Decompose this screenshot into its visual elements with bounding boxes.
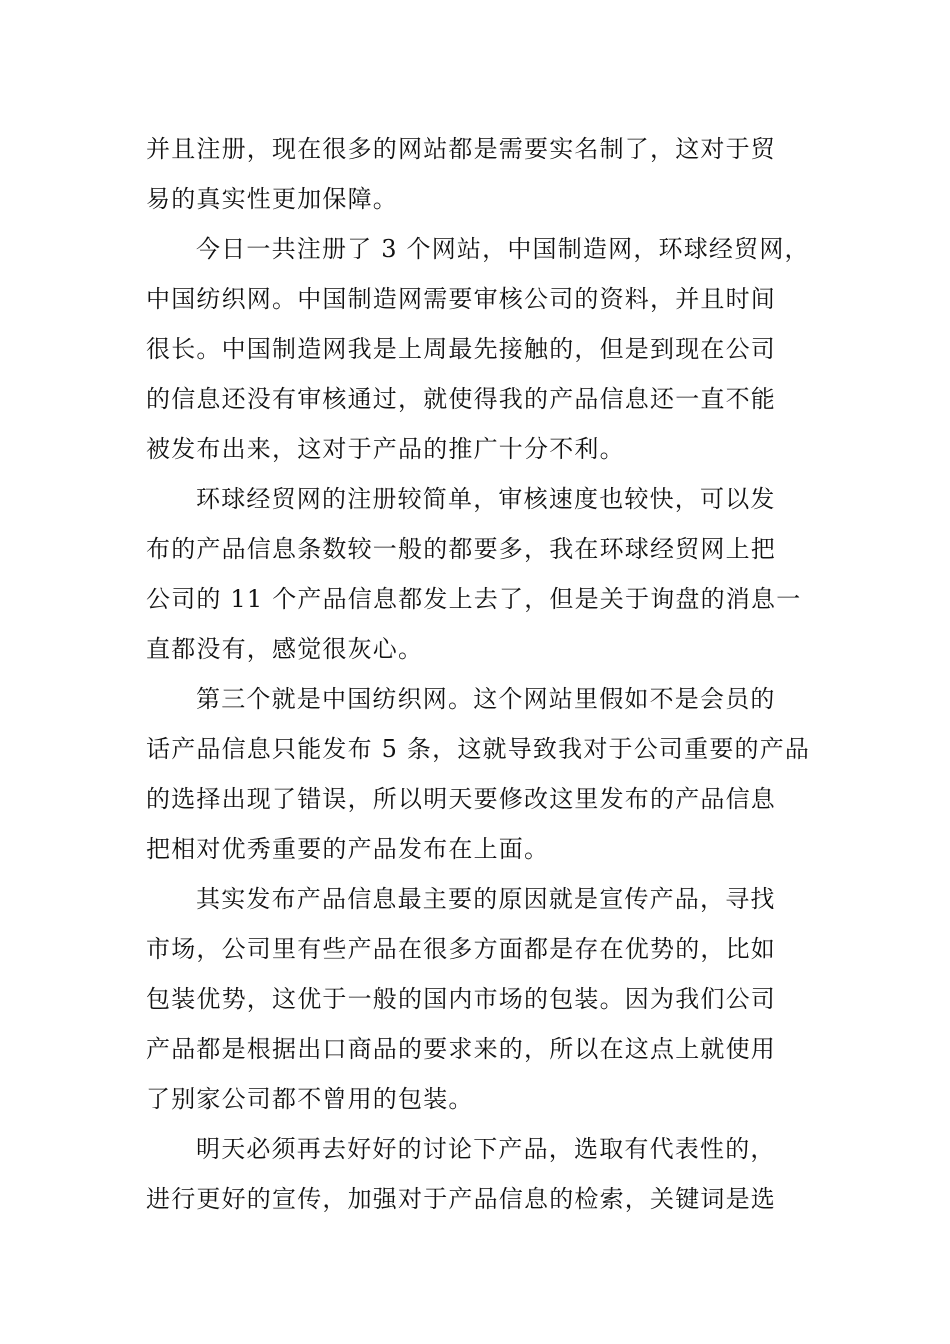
- paragraph-first-line: 环球经贸网的注册较简单，审核速度也较快，可以发: [196, 485, 776, 513]
- text-line: 产品都是根据出口商品的要求来的，所以在这点上就使用: [146, 1035, 776, 1063]
- text-line: 被发布出来，这对于产品的推广十分不利。: [146, 435, 625, 463]
- text-line: 并且注册，现在很多的网站都是需要实名制了，这对于贸: [146, 135, 776, 163]
- text-line: 直都没有，感觉很灰心。: [146, 635, 424, 663]
- document-body: [146, 124, 811, 1224]
- paragraph-first-line: 今日一共注册了 3 个网站，中国制造网，环球经贸网，: [196, 235, 810, 263]
- text-line: 布的产品信息条数较一般的都要多，我在环球经贸网上把: [146, 535, 776, 563]
- paragraph-first-line: 其实发布产品信息最主要的原因就是宣传产品，寻找: [196, 885, 776, 913]
- text-line: 把相对优秀重要的产品发布在上面。: [146, 835, 550, 863]
- text-line: 中国纺织网。中国制造网需要审核公司的资料，并且时间: [146, 285, 776, 313]
- text-line: 包装优势，这优于一般的国内市场的包装。因为我们公司: [146, 985, 776, 1013]
- text-line: 的信息还没有审核通过，就使得我的产品信息还一直不能: [146, 385, 776, 413]
- paragraph-first-line: 第三个就是中国纺织网。这个网站里假如不是会员的: [196, 685, 776, 713]
- text-line: 很长。中国制造网我是上周最先接触的，但是到现在公司: [146, 335, 776, 363]
- paragraph-first-line: 明天必须再去好好的讨论下产品，选取有代表性的，: [196, 1135, 776, 1163]
- text-line: 进行更好的宣传，加强对于产品信息的检索，关键词是选: [146, 1185, 776, 1213]
- text-line: 话产品信息只能发布 5 条，这就导致我对于公司重要的产品: [146, 735, 811, 763]
- text-line: 了别家公司都不曾用的包装。: [146, 1085, 474, 1113]
- text-line: 的选择出现了错误，所以明天要修改这里发布的产品信息: [146, 785, 776, 813]
- text-line: 易的真实性更加保障。: [146, 185, 398, 213]
- text-line: 市场，公司里有些产品在很多方面都是存在优势的，比如: [146, 935, 776, 963]
- text-line: 公司的 11 个产品信息都发上去了，但是关于询盘的消息一: [146, 585, 802, 613]
